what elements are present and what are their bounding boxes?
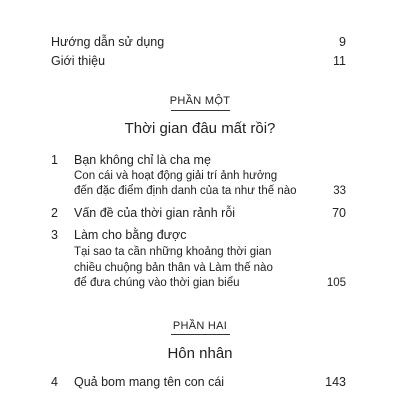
chapter-subtitle-line: Con cái và hoạt động giải trí ảnh hưởng <box>74 170 278 182</box>
toc-entry-title: Giới thiệu <box>51 54 106 68</box>
chapter-page-number: 105 <box>326 277 346 289</box>
chapter-title: Vấn đề của thời gian rảnh rỗi <box>74 206 236 220</box>
chapter-title: Bạn không chỉ là cha mẹ <box>74 153 211 167</box>
chapter-subtitle-line: Tại sao ta cần những khoảng thời gian <box>74 246 272 258</box>
toc-entry-page-number: 11 <box>333 54 346 68</box>
part-label: PHẦN HAI <box>172 320 228 332</box>
part-title: Thời gian đâu mất rồi? <box>124 120 276 137</box>
chapter-subtitle-line: để đưa chúng vào thời gian biểu <box>74 277 240 289</box>
part-label: PHẦN MỘT <box>169 95 231 107</box>
chapter-page-number: 143 <box>325 375 346 389</box>
part-divider <box>171 110 230 111</box>
part-divider <box>171 334 230 335</box>
chapter-number: 3 <box>51 228 58 242</box>
chapter-page-number: 70 <box>332 206 346 220</box>
chapter-title: Quả bom mang tên con cái <box>74 375 225 389</box>
part-title: Hôn nhân <box>167 345 233 362</box>
chapter-subtitle-line: đến đặc điểm định danh của ta như thế nào <box>74 185 297 197</box>
chapter-number: 1 <box>51 153 58 167</box>
toc-entry-title: Hướng dẫn sử dụng <box>51 35 165 49</box>
chapter-title: Làm cho bằng được <box>74 228 187 242</box>
chapter-number: 2 <box>51 206 58 220</box>
chapter-number: 4 <box>51 375 58 389</box>
chapter-page-number: 33 <box>333 185 346 197</box>
chapter-subtitle-line: chiều chuộng bản thân và Làm thế nào <box>74 262 273 274</box>
toc-entry-page-number: 9 <box>339 35 346 49</box>
